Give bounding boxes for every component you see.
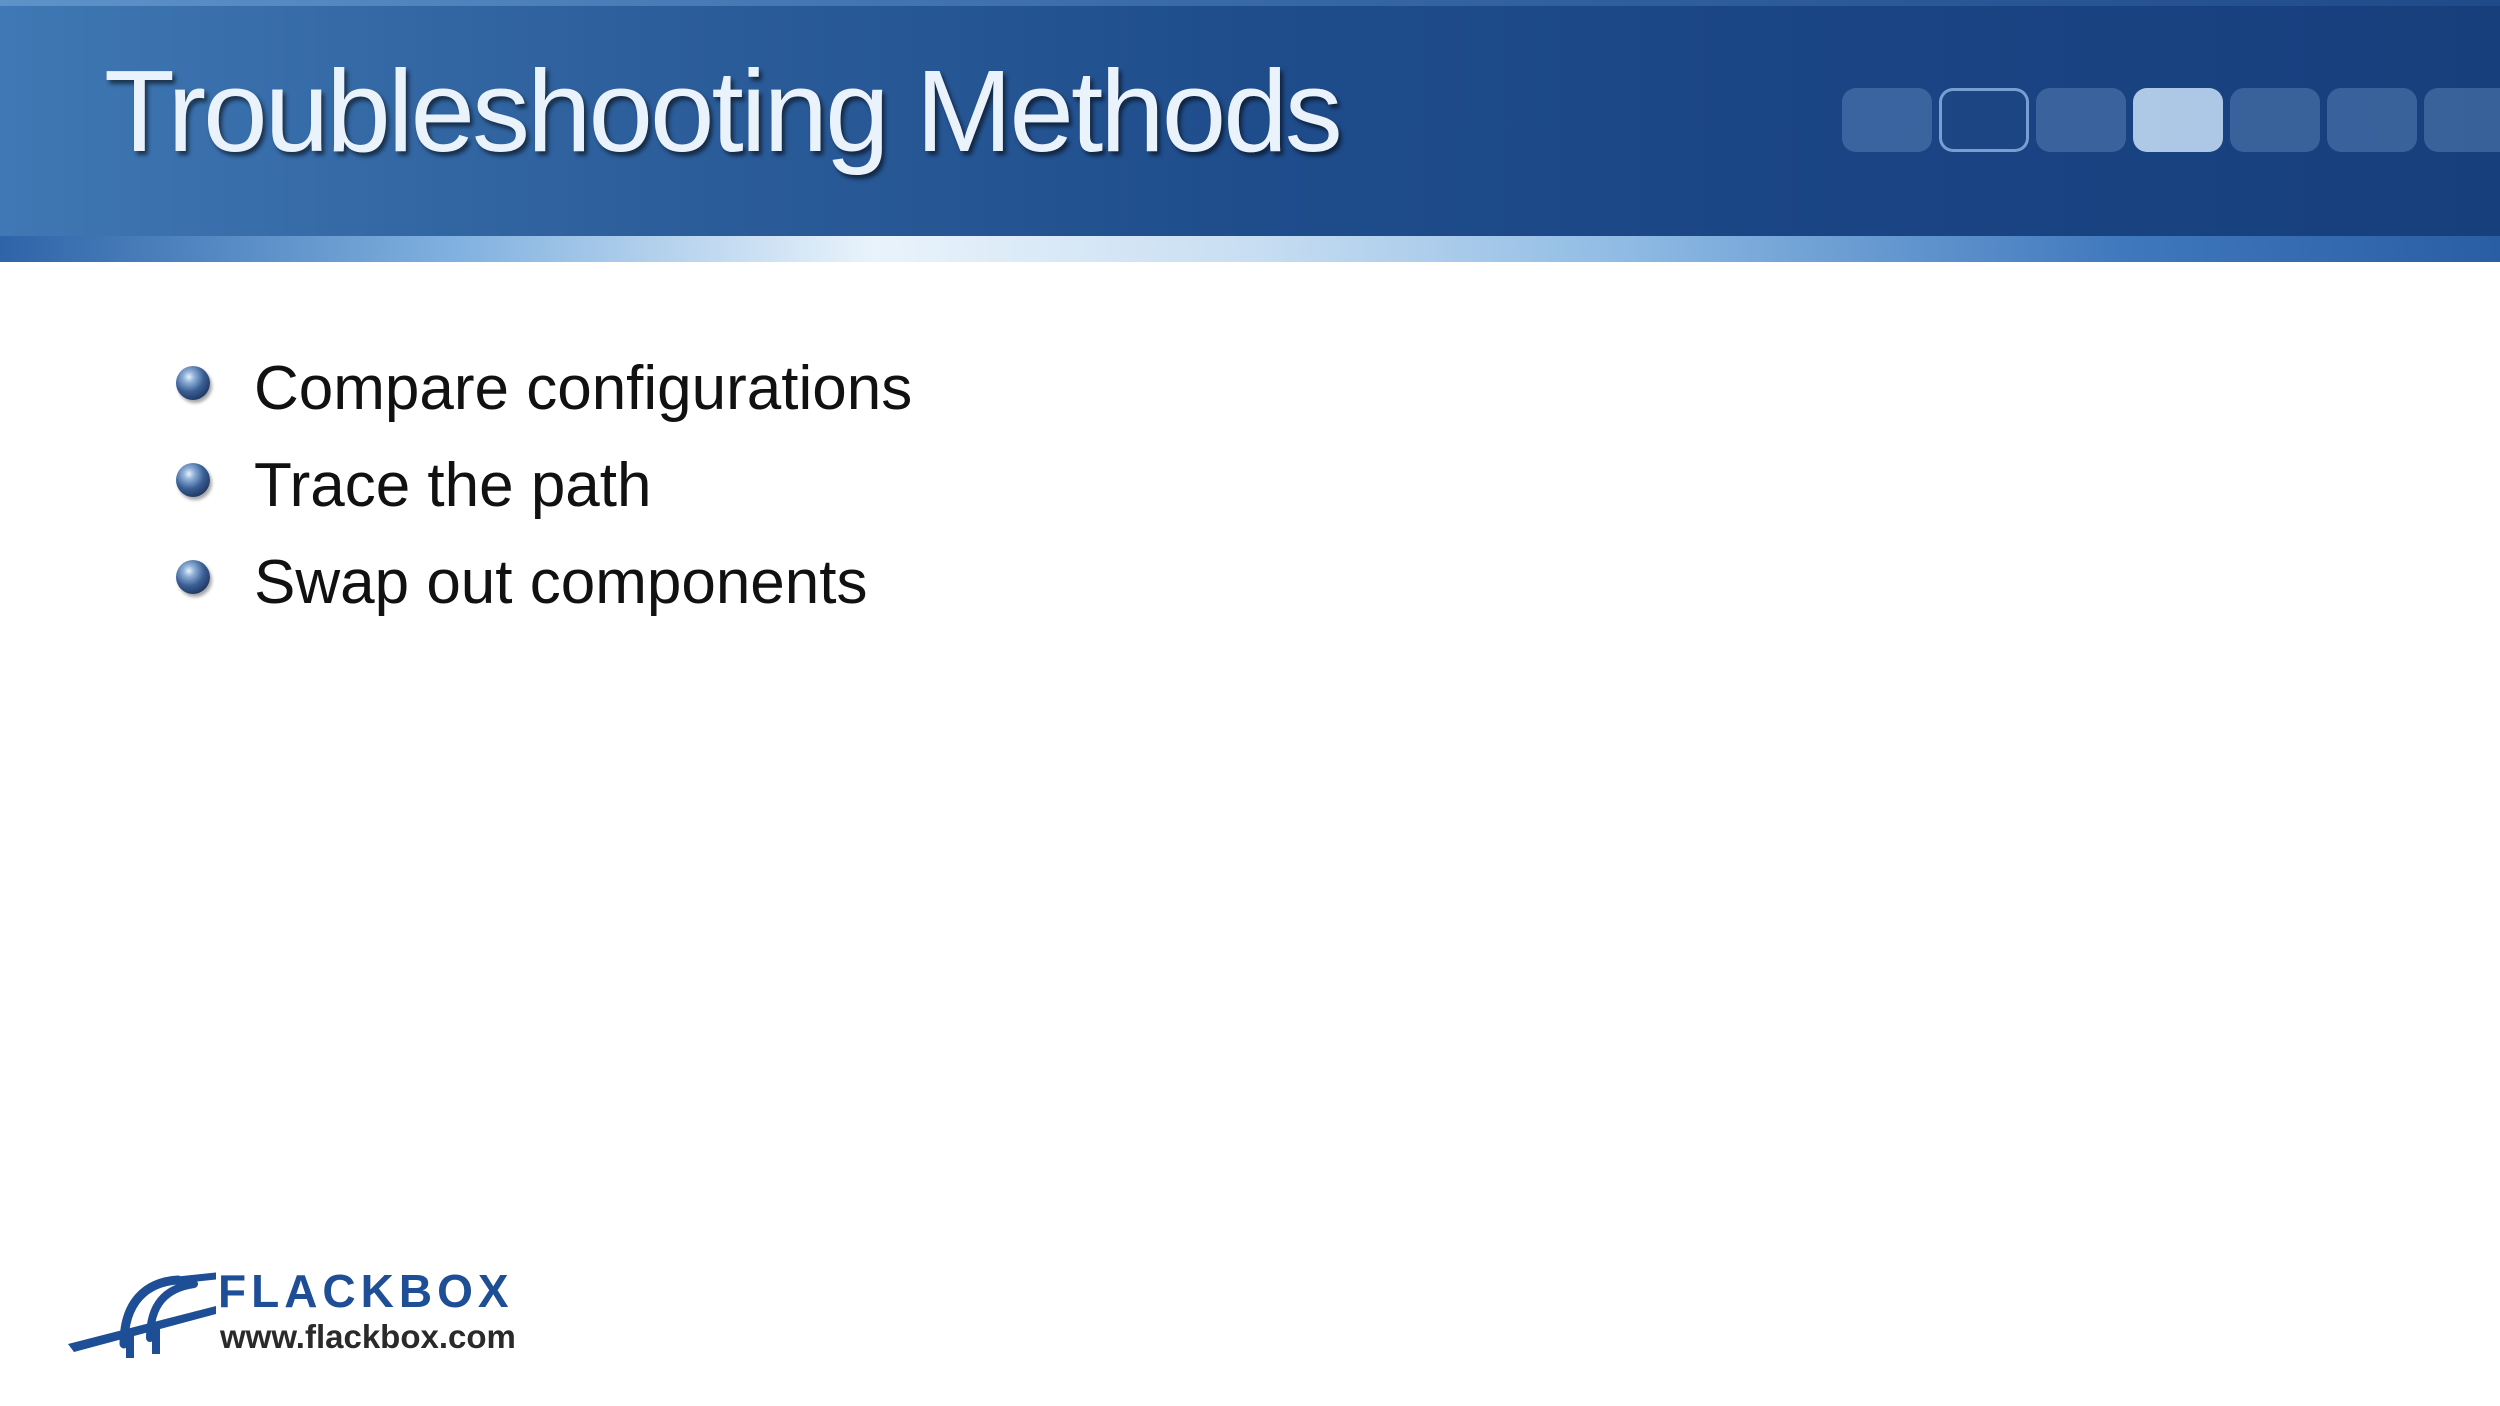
decor-square <box>2036 88 2126 152</box>
bullet-sphere-icon <box>176 463 210 497</box>
logo-url: www.flackbox.com <box>220 1318 516 1355</box>
header-shine-strip <box>0 236 2500 262</box>
bullet-text: Trace the path <box>254 451 652 520</box>
bridge-logo-icon <box>66 1262 216 1362</box>
bullet-sphere-icon <box>176 560 210 594</box>
decor-square <box>2230 88 2320 152</box>
decor-square <box>2133 88 2223 152</box>
list-item <box>176 340 912 437</box>
list-item <box>176 534 912 631</box>
bullet-text: Compare configurations <box>254 354 913 423</box>
decor-square <box>2327 88 2417 152</box>
logo-brand-name: FLACKBOX <box>218 1265 514 1317</box>
bullet-sphere-icon <box>176 366 210 400</box>
flackbox-logo <box>66 1262 546 1362</box>
header-band <box>0 0 2500 262</box>
list-item <box>176 437 912 534</box>
decor-square <box>1842 88 1932 152</box>
page-title: Troubleshooting Methods <box>104 46 1340 176</box>
decor-square <box>1939 88 2029 152</box>
decorative-squares <box>1842 88 2500 152</box>
bullet-text: Swap out components <box>254 548 868 617</box>
bullet-list <box>176 340 912 631</box>
decor-square <box>2424 88 2500 152</box>
